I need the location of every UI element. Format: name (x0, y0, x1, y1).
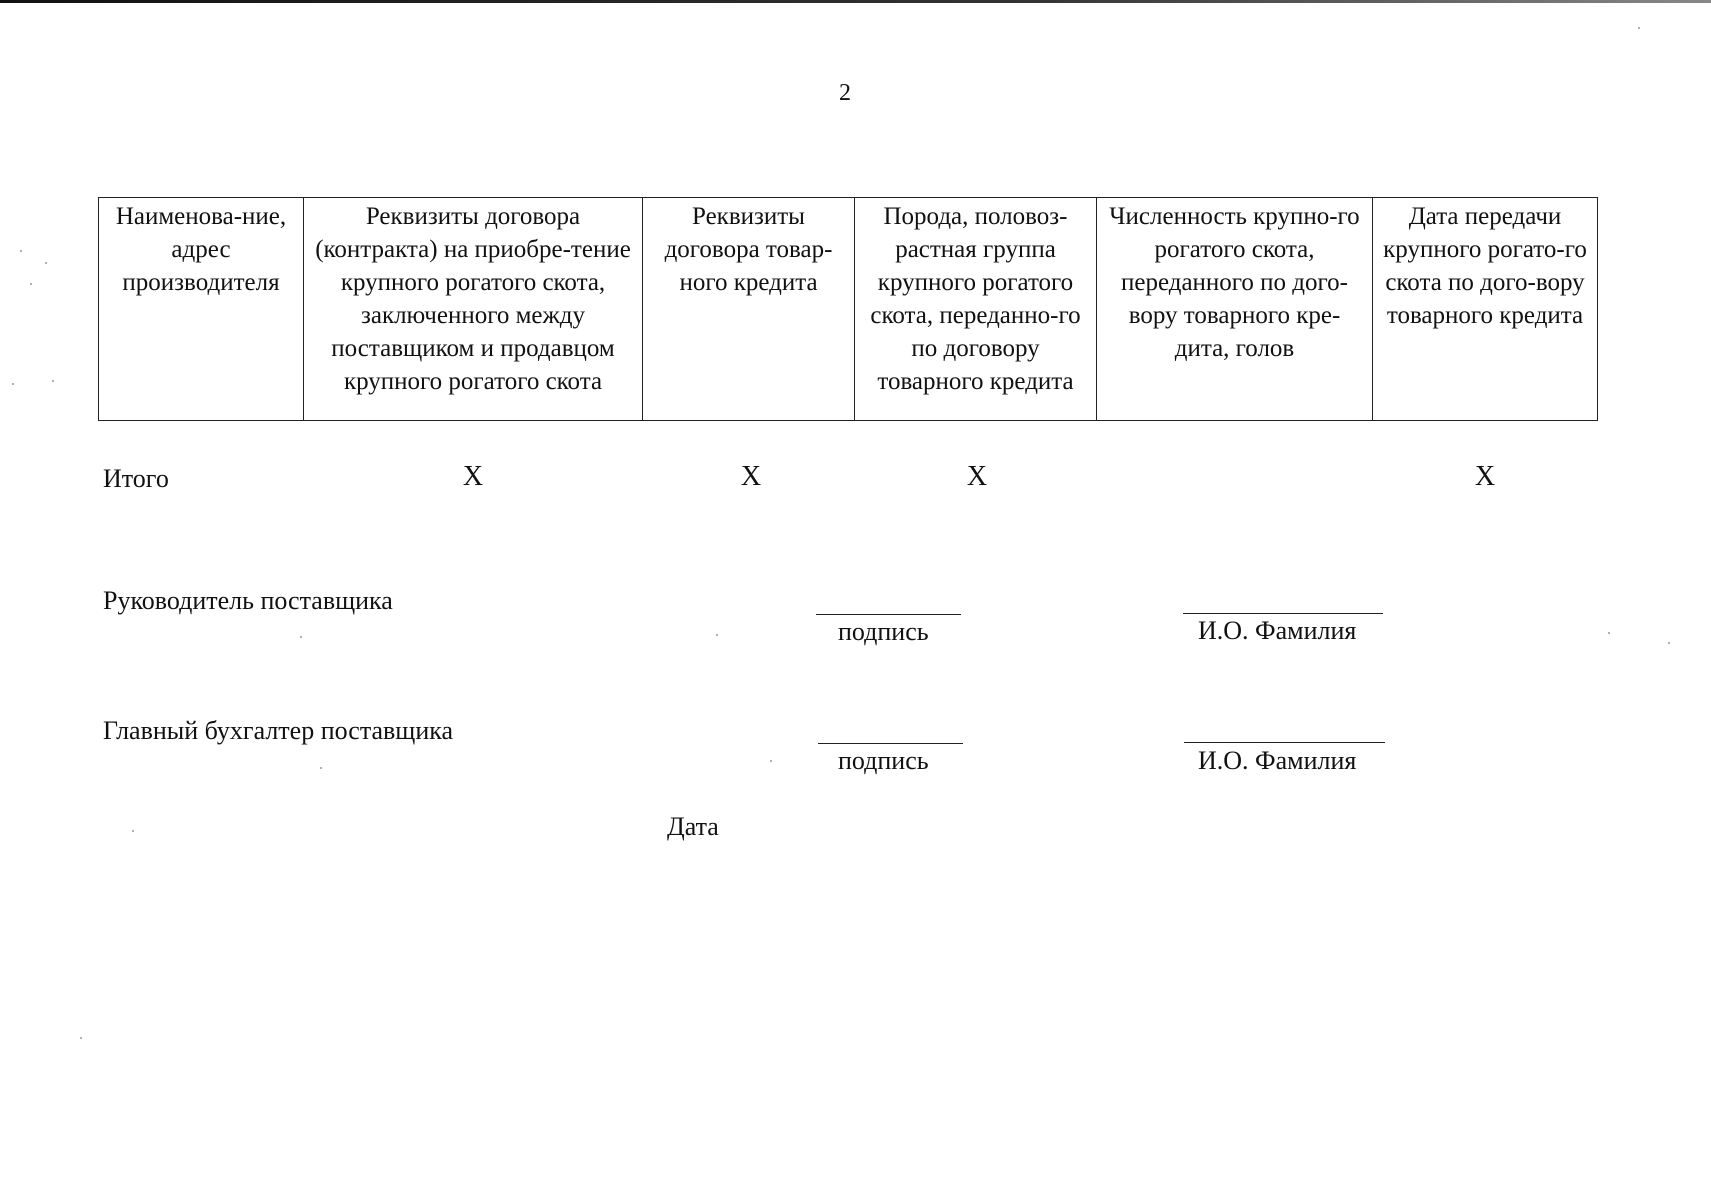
header-purchase-contract: Реквизиты договора (контракта) на приобре-тение крупного рогатого скота, заключенного между поставщиком и продавцом крупного рогатого скота (304, 198, 643, 421)
header-cattle-count: Численность крупно-го рогатого скота, переданного по дого-вору товарного кре-дита, голов (1097, 198, 1373, 421)
scan-speck (20, 250, 22, 252)
totals-mark-breed: X (966, 461, 988, 492)
scan-speck (716, 634, 718, 636)
scan-speck (320, 767, 322, 769)
scan-speck (1668, 642, 1670, 644)
head-signatory-label: Руководитель поставщика (103, 586, 393, 615)
totals-mark-date: X (1474, 461, 1496, 492)
accountant-signatory-label: Главный бухгалтер поставщика (103, 716, 454, 745)
header-credit-contract: Реквизиты договора товар-ного кредита (643, 198, 855, 421)
accountant-name-caption: И.О. Фамилия (1198, 746, 1357, 775)
head-name-caption: И.О. Фамилия (1198, 616, 1357, 645)
scan-speck (770, 760, 772, 762)
header-producer: Наименова-ние, адрес производителя (99, 198, 304, 421)
totals-mark-credit: X (740, 461, 762, 492)
scan-speck (12, 383, 14, 385)
head-signature-line (816, 614, 961, 615)
accountant-signature-line (818, 743, 963, 744)
accountant-name-line (1184, 742, 1385, 743)
totals-label: Итого (103, 464, 169, 493)
header-breed-group: Порода, половоз-растная группа крупного рогатого скота, переданно-го по договору товарного кредита (855, 198, 1097, 421)
date-label: Дата (667, 812, 719, 841)
page-number: 2 (839, 80, 851, 106)
accountant-signature-caption: подпись (838, 746, 929, 775)
scan-speck (132, 830, 134, 832)
scan-speck (45, 262, 47, 264)
table-header-row (99, 198, 1598, 421)
header-transfer-date: Дата передачи крупного рогато-го скота по дого-вору товарного кредита (1373, 198, 1598, 421)
scan-speck (1638, 27, 1640, 29)
scan-speck (80, 1037, 82, 1039)
scan-speck (1608, 632, 1610, 634)
scan-speck (300, 636, 302, 638)
head-signature-caption: подпись (838, 617, 929, 646)
scan-speck (30, 283, 32, 285)
head-name-line (1183, 613, 1383, 614)
page-edge-shadow (0, 0, 1711, 3)
totals-mark-contract: X (462, 461, 484, 492)
scan-speck (52, 380, 54, 382)
report-table (98, 197, 1598, 421)
